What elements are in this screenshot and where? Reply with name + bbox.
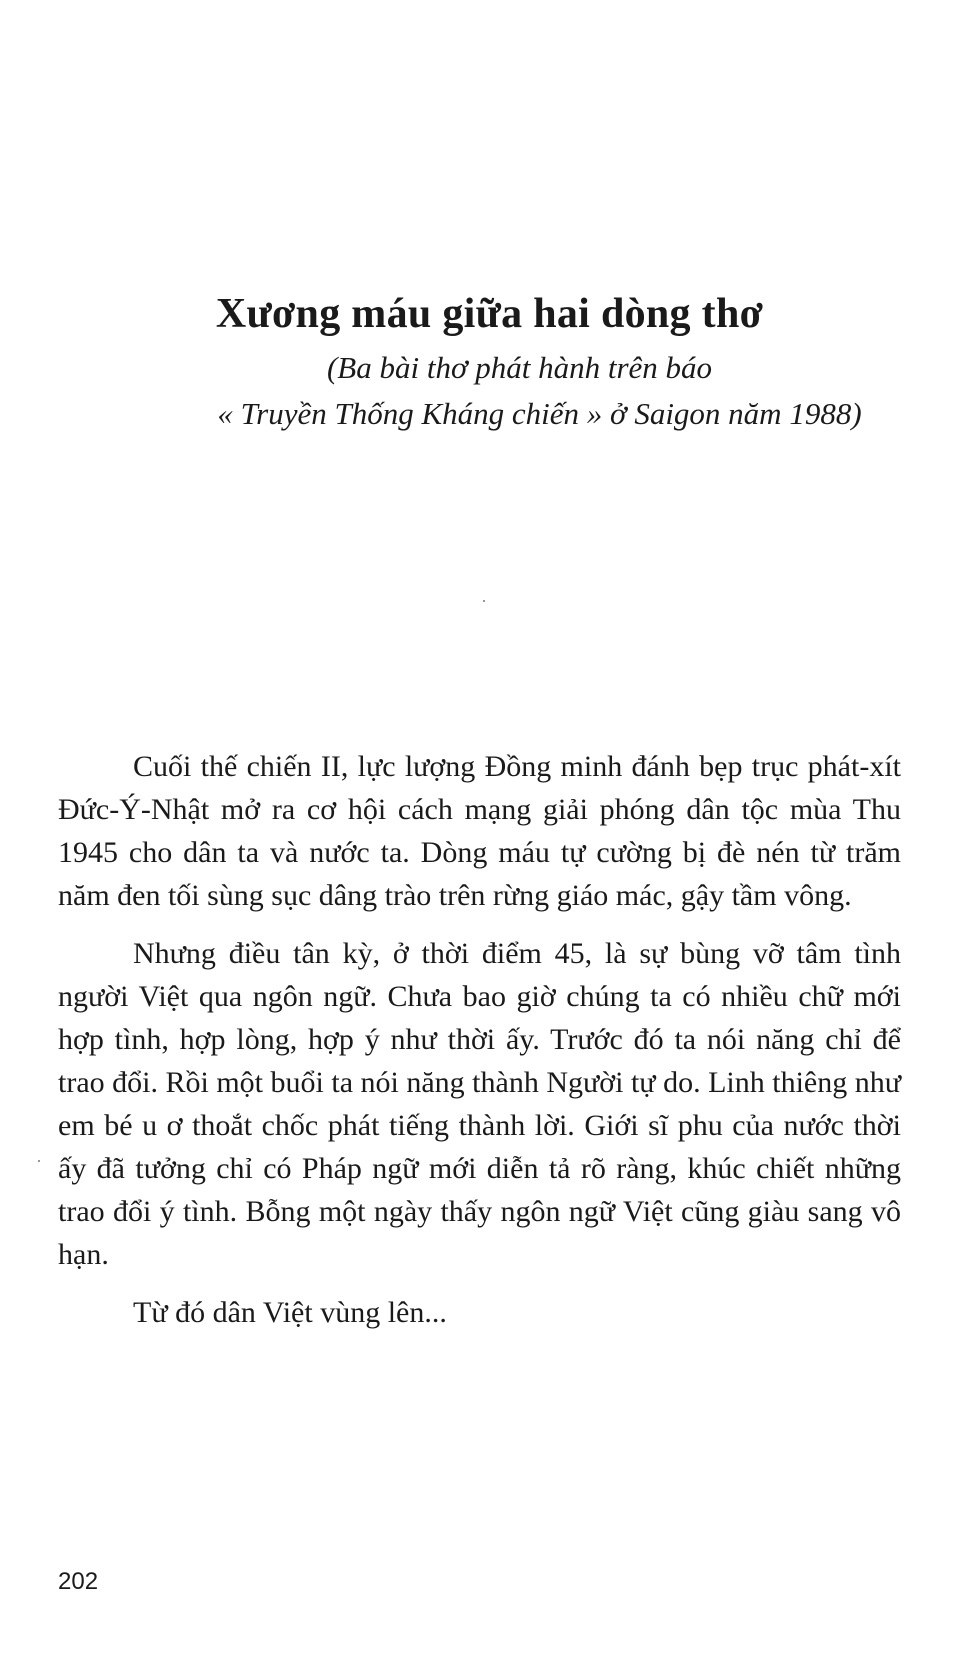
paragraph-3: Từ đó dân Việt vùng lên... [133,1296,447,1329]
chapter-subtitle-line1: (Ba bài thơ phát hành trên báo [326,350,713,385]
body-text [58,745,901,1349]
chapter-title: Xương máu giữa hai dòng thơ [215,291,764,337]
paragraph-2: Nhưng điều tân kỳ, ở thời điểm 45, là sự bùng vỡ tâm tình người Việt qua ngôn ngữ. Chưa bao giờ chúng ta có nhiều chữ mới hợp tình, hợp lòng, hợp ý như thời ấy. Trước đó ta nói năng chỉ để trao đổi. Rồi một buổi ta nói năng thành Người tự do. Linh thiêng như em bé u ơ thoắt chốc phát tiếng thành lời. Giới sĩ phu của nước thời ấy đã tưởng chỉ có Pháp ngữ mới diễn tả rõ ràng, khúc chiết những trao đổi ý tình. Bỗng một ngày thấy ngôn ngữ Việt cũng giàu sang vô hạn. [58,937,901,1271]
scan-speck [483,600,485,602]
page-number: 202 [58,1568,99,1595]
chapter-subtitle-line2: « Truyền Thống Kháng chiến » ở Saigon năm 1988) [217,396,862,431]
scan-speck [38,1160,40,1162]
paragraph-1: Cuối thế chiến II, lực lượng Đồng minh đánh bẹp trục phát-xít Đức-Ý-Nhật mở ra cơ hội cách mạng giải phóng dân tộc mùa Thu 1945 cho dân ta và nước ta. Dòng máu tự cường bị đè nén từ trăm năm đen tối sùng sục dâng trào trên rừng giáo mác, gậy tầm vông. [58,750,901,912]
